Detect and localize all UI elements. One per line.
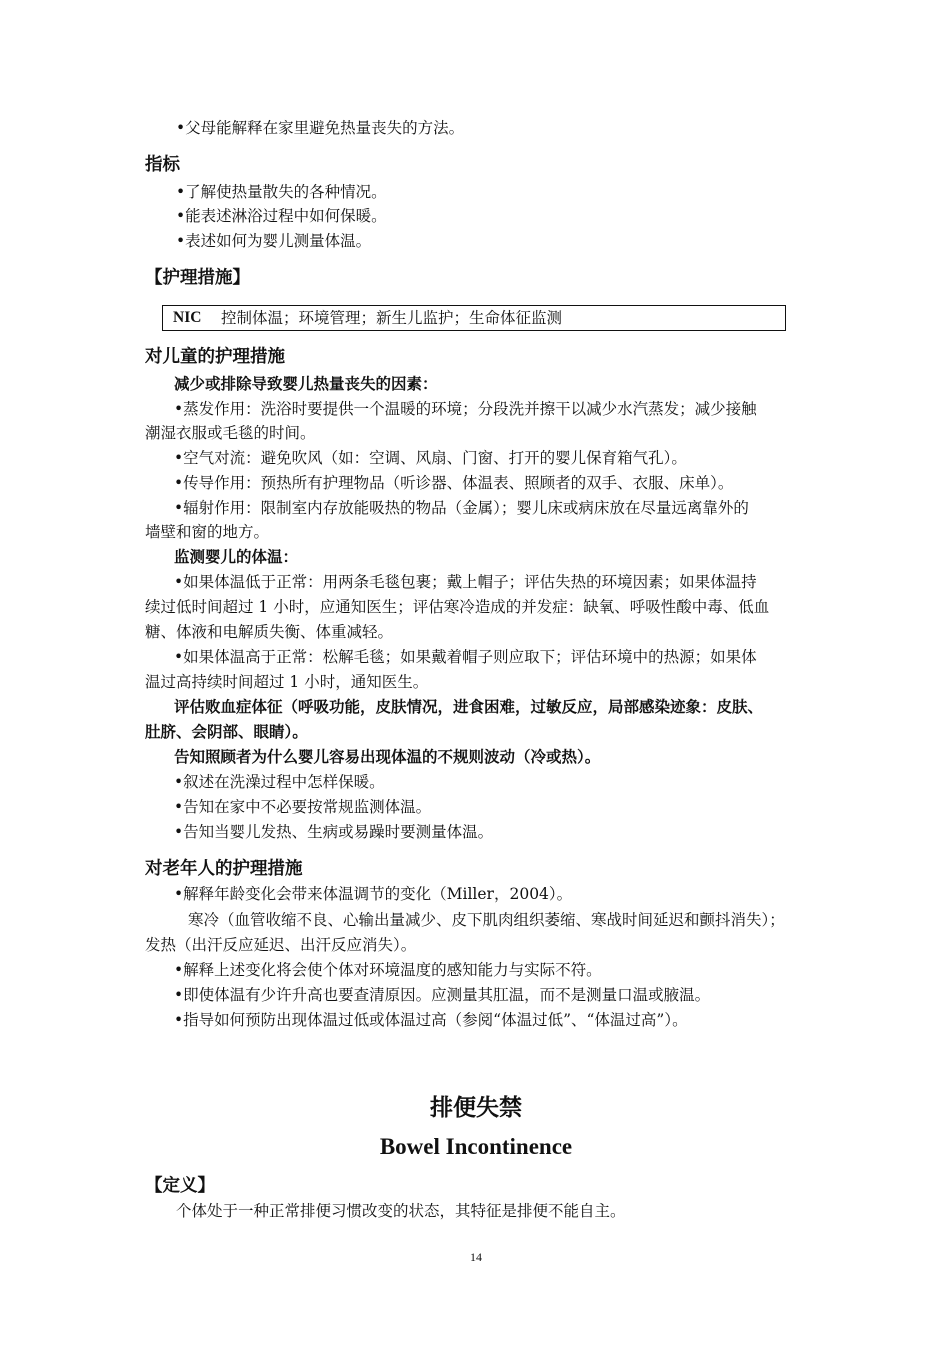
- text-line: •蒸发作用：洗浴时要提供一个温暖的环境；分段洗并擦干以减少水汽蒸发；减少接触: [174, 400, 757, 418]
- text-line: •指导如何预防出现体温过低或体温过高（参阅“体温过低”、“体温过高”）。: [174, 1011, 688, 1029]
- text-line: 监测婴儿的体温：: [174, 547, 299, 566]
- section-heading: 【护理措施】: [145, 268, 250, 288]
- nic-text: 控制体温；环境管理；新生儿监护；生命体征监测: [221, 309, 563, 327]
- text-line: •能表述淋浴过程中如何保暖。: [176, 207, 387, 225]
- text-line: •表述如何为婴儿测量体温。: [176, 232, 372, 250]
- text-line: 个体处于一种正常排便习惯改变的状态，其特征是排便不能自主。: [176, 1202, 626, 1220]
- section-heading: 指标: [145, 155, 180, 175]
- text-line: 减少或排除导致婴儿热量丧失的因素：: [174, 374, 438, 393]
- text-line: 墙壁和窗的地方。: [145, 523, 270, 541]
- text-line: •辐射作用：限制室内存放能吸热的物品（金属）；婴儿床或病床放在尽量远离靠外的: [174, 499, 749, 517]
- text-line: 告知照顾者为什么婴儿容易出现体温的不规则波动（冷或热）。: [174, 747, 601, 766]
- section-heading: 【定义】: [145, 1176, 215, 1196]
- section-heading: 对老年人的护理措施: [145, 859, 303, 879]
- text-line: •告知当婴儿发热、生病或易躁时要测量体温。: [174, 823, 494, 841]
- text-line: 潮湿衣服或毛毯的时间。: [145, 424, 316, 442]
- text-line: •即使体温有少许升高也要查清原因。应测量其肛温，而不是测量口温或腋温。: [174, 986, 711, 1004]
- text-line: •如果体温低于正常：用两条毛毯包裹；戴上帽子；评估失热的环境因素；如果体温持: [174, 573, 757, 591]
- section-title-cn: 排便失禁: [430, 1095, 522, 1121]
- text-line: 评估败血症体征（呼吸功能，皮肤情况，进食困难，过敏反应，局部感染迹象：皮肤、: [174, 697, 764, 716]
- text-line: 糖、体液和电解质失衡、体重减轻。: [145, 623, 394, 641]
- nic-label: NIC: [173, 309, 202, 326]
- text-line: 续过低时间超过 1 小时，应通知医生；评估寒冷造成的并发症：缺氧、呼吸性酸中毒、低血: [145, 598, 770, 616]
- text-line: •解释年龄变化会带来体温调节的变化（Miller，2004）。: [174, 885, 573, 903]
- page-number: 14: [470, 1250, 482, 1264]
- text-line: •如果体温高于正常：松解毛毯；如果戴着帽子则应取下；评估环境中的热源；如果体: [174, 648, 757, 666]
- nic-box: [162, 305, 786, 331]
- section-heading: 对儿童的护理措施: [145, 347, 285, 367]
- text-line: •告知在家中不必要按常规监测体温。: [174, 798, 432, 816]
- text-line: 发热（出汗反应延迟、出汗反应消失）。: [145, 936, 417, 954]
- section-title-en: Bowel Incontinence: [379, 1134, 573, 1159]
- text-line: •了解使热量散失的各种情况。: [176, 183, 387, 201]
- text-line: 肚脐、会阴部、眼睛）。: [145, 722, 308, 741]
- text-line: •传导作用：预热所有护理物品（听诊器、体温表、照顾者的双手、衣服、床单）。: [174, 474, 734, 492]
- text-line: •父母能解释在家里避免热量丧失的方法。: [176, 119, 465, 137]
- text-line: 寒冷（血管收缩不良、心输出量减少、皮下肌肉组织萎缩、寒战时间延迟和颤抖消失）；: [188, 911, 785, 929]
- text-line: •解释上述变化将会使个体对环境温度的感知能力与实际不符。: [174, 961, 602, 979]
- text-line: •叙述在洗澡过程中怎样保暖。: [174, 773, 385, 791]
- text-line: •空气对流：避免吹风（如：空调、风扇、门窗、打开的婴儿保育箱气孔）。: [174, 449, 687, 467]
- text-line: 温过高持续时间超过 1 小时，通知医生。: [145, 673, 429, 691]
